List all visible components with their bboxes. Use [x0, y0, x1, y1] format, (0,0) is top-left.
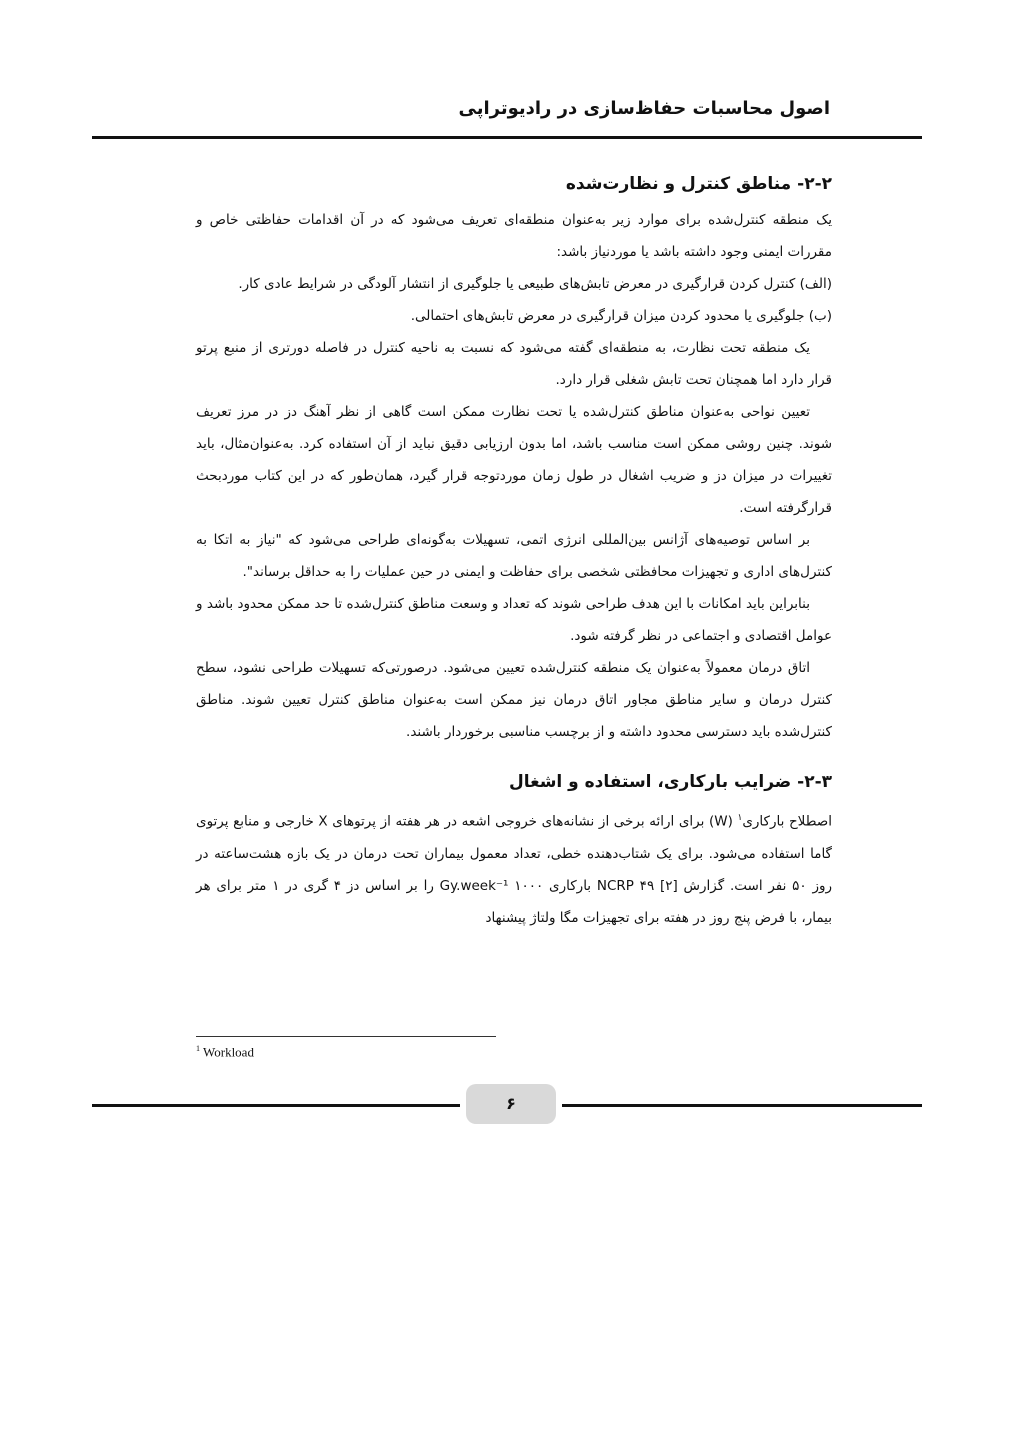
section-gap [196, 748, 832, 766]
section-heading-2-2: ۲-۲- مناطق کنترل و نظارت‌شده [565, 174, 832, 194]
paragraph-iaea-recommendation: بر اساس توصیه‌های آژانس بین‌المللی انرژی اتمی، تسهیلات به‌گونه‌ای طراحی می‌شود که "نیاز به اتکا به کنترل‌های اداری و تجهیزات محافظتی شخصی برای حفاظت و ایمنی در حین عملیات را به حداقل برساند". [196, 532, 832, 580]
footnote-reference-mark: ۱ [737, 813, 743, 823]
header-rule [92, 136, 922, 139]
page-number: ۶ [466, 1084, 556, 1124]
workload-paragraph-text: (W) برای ارائه برخی از نشانه‌های خروجی اشعه در هر هفته از پرتوهای X خارجی و منابع پرتوی گاما استفاده می‌شود. برای یک شتاب‌دهنده خطی، تعداد معمول بیماران تحت درمان در یک بازه هشت‌ساعته در روز ۵۰ نفر است. گزارش NCRP ۴۹ [۲] بارکاری Gy.week⁻¹ ۱۰۰۰ را بر اساس دز ۴ گری در ۱ متر برای هر بیمار، با فرض پنج روز در هفته برای تجهیزات مگا ولتاژ پیشنهاد [196, 813, 833, 926]
footer-rule-left [92, 1104, 460, 1107]
footnote-mark: 1 [196, 1044, 200, 1053]
paragraph-workload [196, 802, 832, 934]
section-2-2-intro: یک منطقه کنترل‌شده برای موارد زیر به‌عنوان منطقه‌ای تعریف می‌شود که در آن اقدامات حفاظتی خاص و مقررات ایمنی وجود داشته باشد یا موردنیاز باشد: [196, 212, 832, 260]
running-header-title: اصول محاسبات حفاظ‌سازی در رادیوتراپی [458, 98, 830, 119]
body-content [196, 168, 832, 934]
section-heading-2-3: ۲-۳- ضرایب بارکاری، استفاده و اشغال [508, 772, 832, 792]
footnote-text: Workload [203, 1044, 254, 1060]
workload-term: اصطلاح بارکاری [742, 813, 833, 830]
list-item-a: (الف) کنترل کردن قرارگیری در معرض تابش‌های طبیعی یا جلوگیری از انتشار آلودگی در شرایط عادی کار. [238, 276, 832, 292]
footnote-separator [196, 1036, 496, 1037]
paragraph-area-designation: تعیین نواحی به‌عنوان مناطق کنترل‌شده یا تحت نظارت ممکن است گاهی از نظر آهنگ دز در مرز تعریف شوند. چنین روشی ممکن است مناسب باشد، اما بدون ارزیابی دقیق نباید از آن استفاده کرد. به‌عنوان‌مثال، باید تغییرات در میزان دز و ضریب اشغال در طول زمان موردتوجه قرار گیرد، همان‌طور که در این کتاب موردبحث قرارگرفته است. [196, 404, 832, 516]
paragraph-supervised-area: یک منطقه تحت نظارت، به منطقه‌ای گفته می‌شود که نسبت به ناحیه کنترل در فاصله دورتری از منبع پرتو قرار دارد اما همچنان تحت تابش شغلی قرار دارد. [196, 340, 832, 388]
paragraph-treatment-room: اتاق درمان معمولاً به‌عنوان یک منطقه کنترل‌شده تعیین می‌شود. درصورتی‌که تسهیلات طراحی نشود، سطح کنترل درمان و سایر مناطق مجاور اتاق درمان نیز ممکن است به‌عنوان مناطق کنترل تعیین شوند. مناطق کنترل‌شده باید دسترسی محدود داشته و از برچسب مناسبی برخوردار باشند. [196, 660, 832, 740]
footnote [196, 1044, 254, 1060]
list-item-b: (ب) جلوگیری یا محدود کردن میزان قرارگیری در معرض تابش‌های احتمالی. [410, 308, 832, 324]
footer-rule-right [562, 1104, 922, 1107]
paragraph-facility-design: بنابراین باید امکانات با این هدف طراحی شوند که تعداد و وسعت مناطق کنترل‌شده تا حد ممکن محدود باشد و عوامل اقتصادی و اجتماعی در نظر گرفته شود. [196, 596, 832, 644]
